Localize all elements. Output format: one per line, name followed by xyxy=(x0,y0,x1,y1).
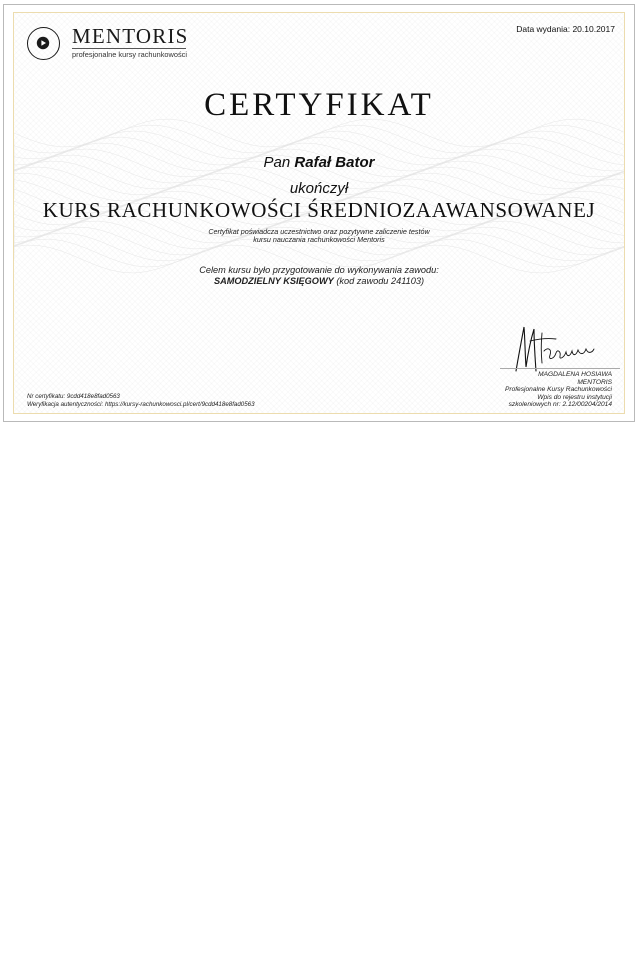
logo-divider xyxy=(72,48,186,49)
recipient-prefix: Pan xyxy=(263,154,291,171)
recipient xyxy=(14,154,624,171)
logo-circle xyxy=(27,27,60,60)
course-name: KURS RACHUNKOWOŚCI ŚREDNIOZAAWANSOWANEJ xyxy=(42,198,596,222)
play-icon xyxy=(36,36,50,50)
certificate-number: Nr certyfikatu: 9cdd418e8fad0563 xyxy=(27,393,120,400)
recipient-name: Rafał Bator xyxy=(294,154,375,171)
signer-name: MAGDALENA HOSIAWA xyxy=(538,371,612,378)
registry-line-1: Wpis do rejestru instytucji xyxy=(537,393,612,401)
completed-text: ukończył xyxy=(289,180,349,197)
registry-line-2: szkoleniowych nr: 2.12/00204/2014 xyxy=(508,401,612,409)
issue-date: Data wydania: 20.10.2017 xyxy=(516,24,615,34)
purpose-line-2 xyxy=(14,276,624,287)
description xyxy=(14,228,624,245)
verification-url: Weryfikacja autentyczności: https://kursy-rachunkowosci.pl/cert/9cdd418e8fad0563 xyxy=(27,400,255,408)
purpose-line-1: Celem kursu było przygotowanie do wykonywania zawodu: xyxy=(199,265,439,275)
profession: SAMODZIELNY KSIĘGOWY xyxy=(213,275,334,286)
guilloche-line xyxy=(14,125,625,153)
purpose xyxy=(14,265,624,286)
signature-line xyxy=(500,368,620,369)
description-line-2: kursu nauczania rachunkowości Mentoris xyxy=(253,235,385,245)
certificate xyxy=(13,12,625,414)
page-frame xyxy=(3,4,635,422)
signer-org-full: Profesjonalne Kursy Rachunkowości xyxy=(504,386,612,394)
profession-code: (kod zawodu 241103) xyxy=(336,275,425,286)
certificate-info xyxy=(27,393,255,408)
logo xyxy=(27,26,207,66)
signer-block xyxy=(505,371,612,409)
logo-name: MENTORIS xyxy=(72,24,189,48)
signer-organization: MENTORIS xyxy=(577,378,612,386)
description-line-1: Certyfikat poświadcza uczestnictwo oraz pozytywne zaliczenie testów xyxy=(208,227,430,236)
logo-tagline: profesjonalne kursy rachunkowości xyxy=(72,50,188,59)
certificate-title: CERTYFIKAT xyxy=(204,87,434,123)
